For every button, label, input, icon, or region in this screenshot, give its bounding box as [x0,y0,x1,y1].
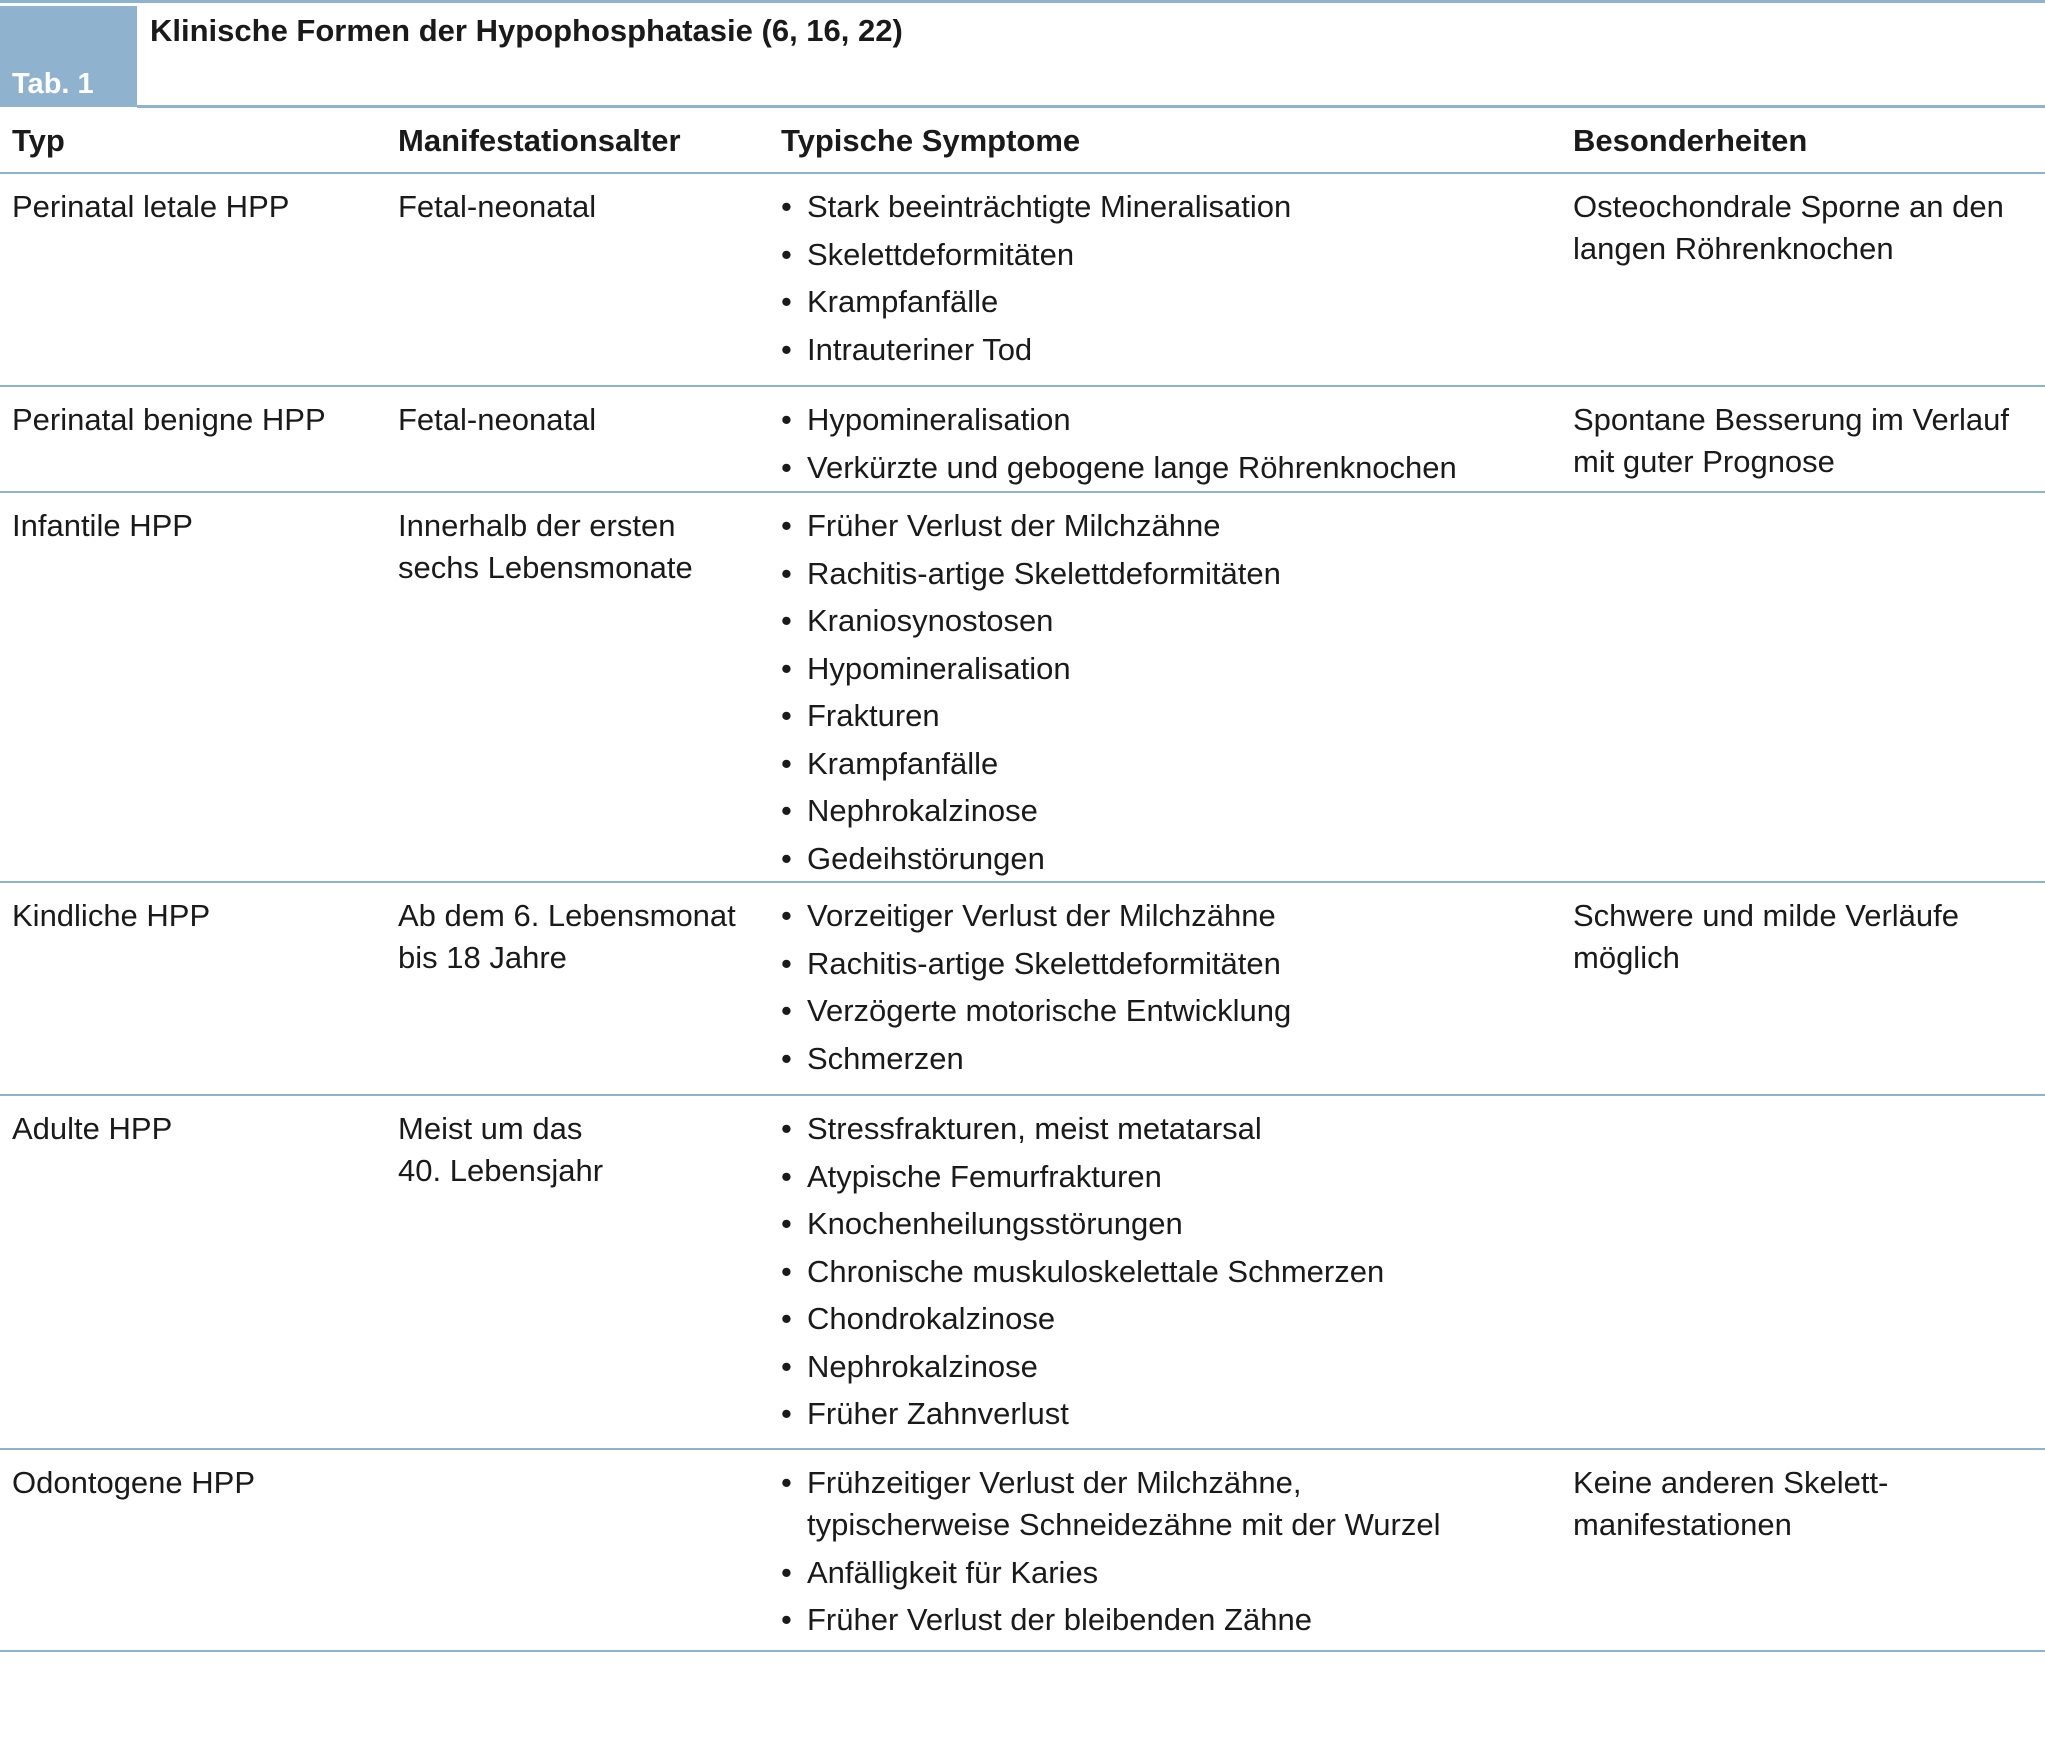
symptom-text: • Chronische muskuloskelettale Schmerzen [807,1253,1385,1289]
cell-manifestationsalter [398,505,693,589]
symptom-text: • Stressfrakturen, meist metatarsal [807,1111,1262,1146]
table-row [0,1096,2045,1450]
cell-manifestationsalter [398,1108,603,1192]
symptom-text: • Atypische Femurfrakturen [807,1158,1162,1194]
cell-manifestationsalter [398,895,736,979]
symptom-text: typischerweise Schneidezähne mit der Wurzel [807,1507,1441,1542]
cell-line: Osteochondrale Sporne an den [1573,189,2004,224]
symptom-text: • Hypomineralisation [807,402,1071,437]
symptom-text: • Gedeihstörungen [807,840,1045,876]
cell-besonderheiten [1573,1462,1888,1546]
cell-symptome [781,399,1457,494]
table-row [0,1450,2045,1652]
symptom-text: • Rachitis-artige Skelettdeformitäten [807,555,1281,591]
cell-line: Keine anderen Skelett- [1573,1465,1889,1500]
list-item [781,895,1291,937]
symptom-list [781,399,1457,489]
symptom-text: • Kraniosynostosen [807,603,1054,638]
cell-line: Ab dem 6. Lebensmonat [398,898,736,933]
table-title: Klinische Formen der Hypophosphatasie (6, 16, 22) [150,13,903,48]
table-number-label: Tab. 1 [0,6,137,107]
list-item [781,329,1291,371]
list-item [781,1251,1384,1293]
symptom-text: • Vorzeitiger Verlust der Milchzähne [807,898,1276,933]
list-item [781,743,1281,785]
symptom-text: • Krampfanfälle [807,745,999,781]
symptom-list [781,505,1281,880]
column-header-symptome: Typische Symptome [781,123,1081,158]
cell-besonderheiten [1573,399,2009,483]
cell-line: Schwere und milde Verläufe [1573,898,1960,933]
cell-manifestationsalter [398,399,596,441]
list-item [781,234,1291,276]
cell-line: Meist um das [398,1111,583,1146]
cell-typ: Infantile HPP [12,508,193,543]
list-item [781,281,1291,323]
symptom-text: • Hypomineralisation [807,650,1071,686]
symptom-text: • Rachitis-artige Skelettdeformitäten [807,945,1281,981]
cell-besonderheiten [1573,186,2004,270]
symptom-text: • Schmerzen [807,1040,964,1076]
table-body [0,174,2045,1652]
symptom-text: • Nephrokalzinose [807,793,1038,828]
column-header-manifestationsalter: Manifestationsalter [398,123,681,158]
list-item [781,1346,1384,1388]
table-row [0,174,2045,387]
list-item [781,447,1457,489]
cell-typ: Perinatal letale HPP [12,189,290,224]
list-item [781,838,1281,880]
symptom-text: • Frühzeitiger Verlust der Milchzähne, [807,1465,1302,1500]
symptom-text: • Verzögerte motorische Entwicklung [807,993,1292,1028]
cell-symptome [781,1462,1441,1647]
list-item [781,186,1291,228]
cell-manifestationsalter [398,186,596,228]
symptom-list [781,1108,1384,1435]
table-row [0,883,2045,1096]
cell-symptome [781,895,1291,1085]
hpp-table [0,106,2045,1652]
cell-line: Fetal-neonatal [398,402,597,437]
list-item [781,1298,1384,1340]
list-item [781,399,1457,441]
cell-line: Innerhalb der ersten [398,508,676,543]
cell-line: Spontane Besserung im Verlauf [1573,402,2009,437]
cell-typ: Adulte HPP [12,1111,173,1146]
list-item [781,1156,1384,1198]
column-header-typ: Typ [12,123,65,158]
list-item [781,1462,1441,1546]
symptom-text: • Stark beeinträchtigte Mineralisation [807,189,1292,224]
list-item [781,1108,1384,1150]
symptom-text: • Skelettdeformitäten [807,236,1075,272]
cell-line: möglich [1573,940,1680,975]
list-item [781,648,1281,690]
cell-symptome [781,186,1291,376]
symptom-text: • Früher Verlust der Milchzähne [807,508,1221,543]
symptom-text: • Krampfanfälle [807,284,999,319]
list-item [781,1599,1441,1641]
list-item [781,1552,1441,1594]
symptom-text: • Intrauteriner Tod [807,331,1033,367]
symptom-text: • Frakturen [807,698,940,733]
cell-symptome [781,505,1281,885]
table-row [0,493,2045,883]
cell-line: bis 18 Jahre [398,940,567,975]
symptom-text: • Verkürzte und gebogene lange Röhrenknochen [807,449,1457,485]
list-item [781,1203,1384,1245]
list-item [781,943,1291,985]
list-item [781,505,1281,547]
cell-typ: Odontogene HPP [12,1465,256,1500]
cell-typ: Perinatal benigne HPP [12,402,326,437]
list-item [781,600,1281,642]
list-item [781,790,1281,832]
symptom-list [781,895,1291,1080]
cell-typ: Kindliche HPP [12,898,211,933]
list-item [781,553,1281,595]
symptom-list [781,1462,1441,1641]
table-header-row [0,106,2045,174]
symptom-text: • Früher Zahnverlust [807,1396,1069,1431]
table-row [0,387,2045,493]
symptom-text: • Chondrokalzinose [807,1301,1056,1336]
cell-symptome [781,1108,1384,1441]
list-item [781,1393,1384,1435]
list-item [781,1038,1291,1080]
symptom-text: • Nephrokalzinose [807,1348,1038,1384]
list-item [781,990,1291,1032]
cell-line: langen Röhrenknochen [1573,231,1894,266]
symptom-list [781,186,1291,371]
cell-line: 40. Lebensjahr [398,1153,604,1188]
cell-line: mit guter Prognose [1573,444,1835,479]
symptom-text: • Früher Verlust der bleibenden Zähne [807,1602,1312,1637]
cell-line: manifestationen [1573,1507,1792,1542]
cell-line: sechs Lebensmonate [398,550,693,585]
cell-line: Fetal-neonatal [398,189,597,224]
column-header-besonderheiten: Besonderheiten [1573,123,1808,158]
cell-besonderheiten [1573,895,1959,979]
symptom-text: • Knochenheilungsstörungen [807,1206,1183,1241]
table-header-bar [0,0,2045,105]
list-item [781,695,1281,737]
symptom-text: • Anfälligkeit für Karies [807,1554,1099,1590]
